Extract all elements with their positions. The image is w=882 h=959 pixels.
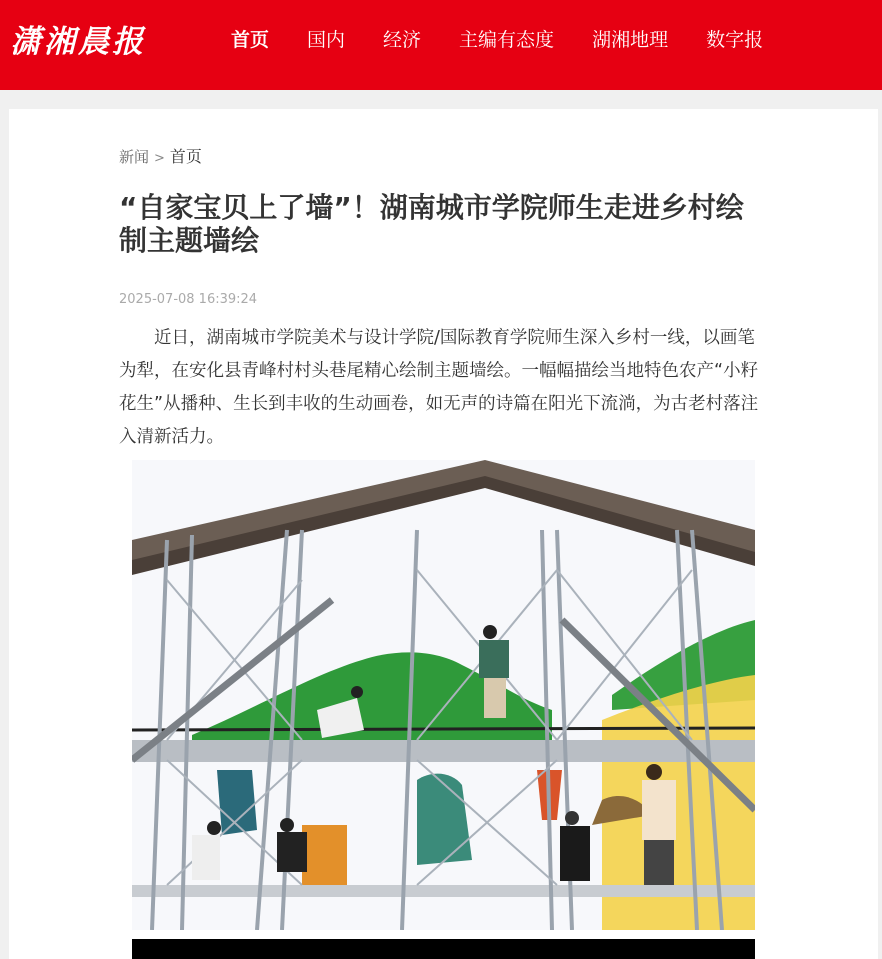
main-nav	[212, 0, 782, 80]
article-photo	[132, 460, 755, 930]
article-paragraph: 近日，湖南城市学院美术与设计学院/国际教育学院师生深入乡村一线，以画笔为犁，在安化县青峰村村头巷尾精心绘制主题墙绘。一幅幅描绘当地特色农产“小籽花生”从播种、生长到丰收的生动画卷，如无声的诗篇在阳光下流淌，为古老村落注入清新活力。	[119, 328, 759, 447]
mural-photo-illustration	[132, 460, 755, 930]
wall-cable	[132, 728, 755, 730]
mural-basket	[302, 825, 347, 885]
article-title: “自家宝贝上了墙”！湖南城市学院师生走进乡村绘制主题墙绘	[119, 191, 744, 257]
article-card	[9, 109, 878, 959]
breadcrumb-current[interactable]: 首页	[169, 147, 202, 166]
site-header	[0, 0, 882, 90]
breadcrumb	[119, 144, 202, 167]
breadcrumb-separator: >	[154, 151, 165, 166]
site-logo[interactable]: 潇湘晨报	[10, 24, 146, 60]
scaffold-platform-lower	[132, 885, 755, 897]
scaffold-platform-upper	[132, 740, 755, 762]
nav-item-editor-opinion[interactable]: 主编有态度	[459, 29, 555, 51]
nav-item-domestic[interactable]: 国内	[307, 29, 346, 51]
nav-item-home[interactable]: 首页	[231, 29, 270, 51]
nav-item-hunan-geography[interactable]: 湖湘地理	[592, 29, 669, 51]
nav-item-economy[interactable]: 经济	[383, 29, 422, 51]
nav-item-digital-paper[interactable]: 数字报	[706, 29, 764, 51]
breadcrumb-parent[interactable]: 新闻	[119, 148, 150, 166]
article-date: 2025-07-08 16:39:24	[119, 292, 258, 307]
photo-bottom-edge	[132, 939, 755, 959]
